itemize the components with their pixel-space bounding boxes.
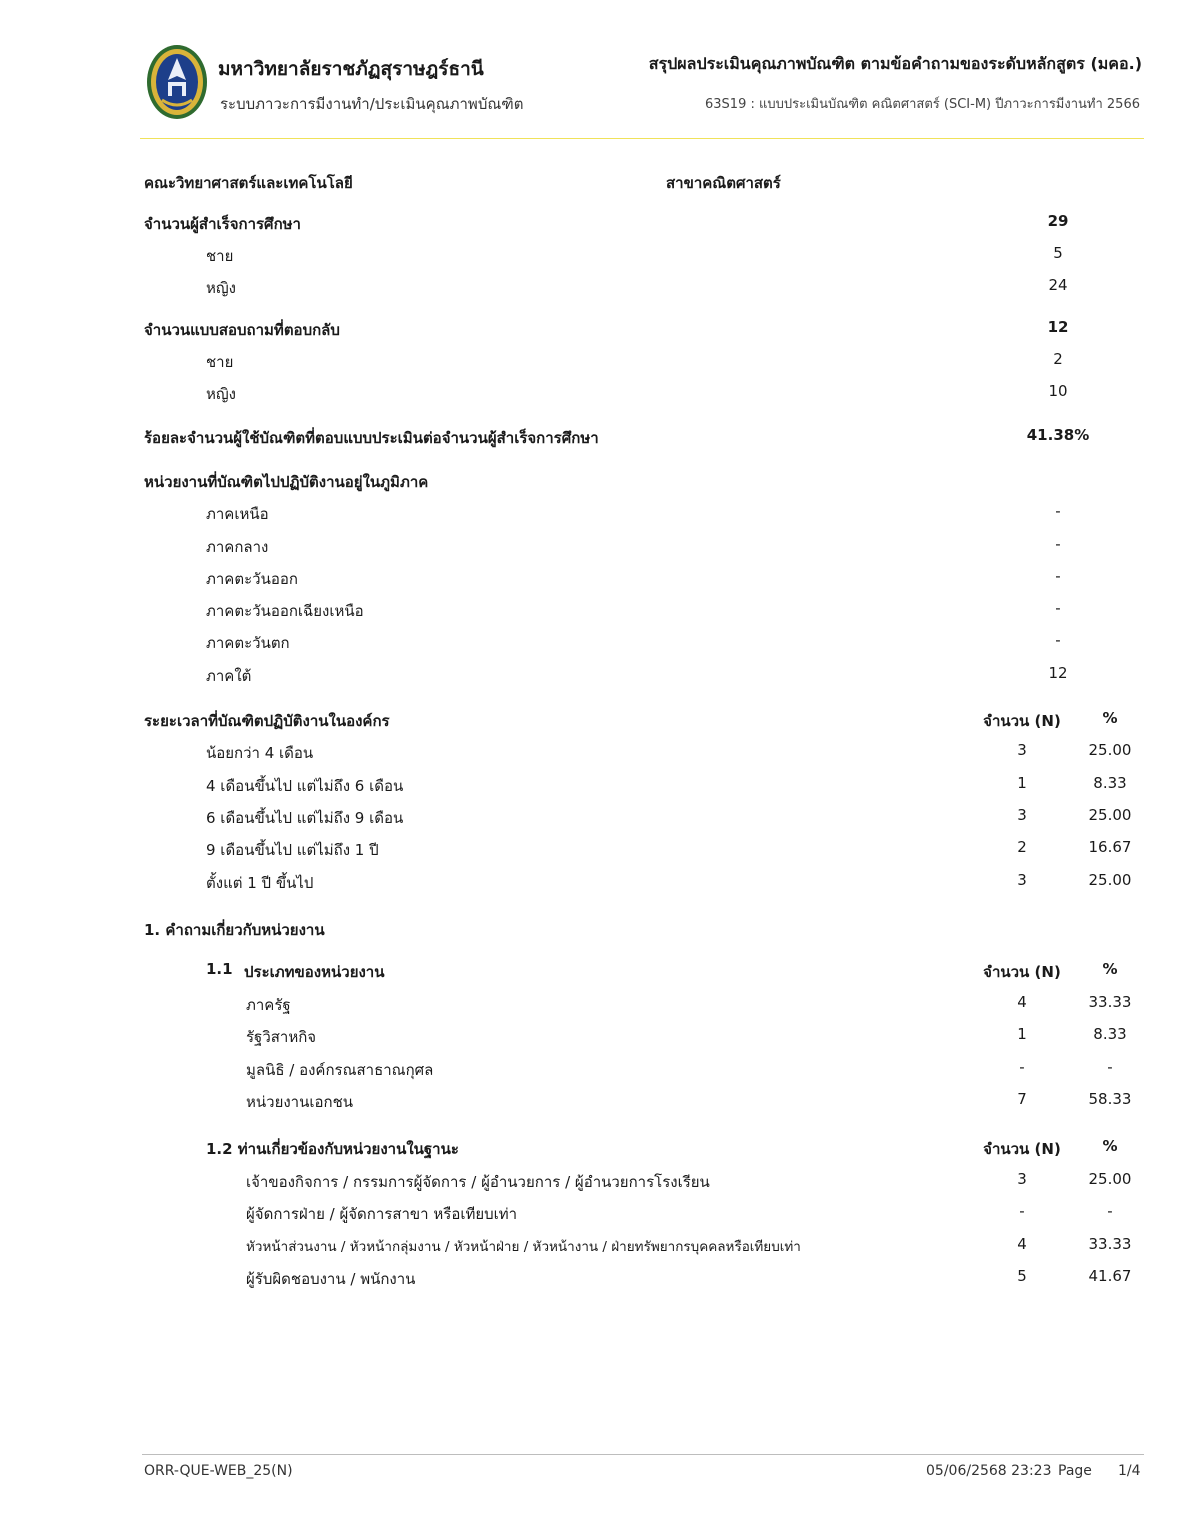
responses-label: จำนวนแบบสอบถามที่ตอบกลับ [144, 321, 340, 339]
q11-row-pct: 33.33 [1088, 993, 1132, 1011]
q11-row-n: 7 [1017, 1090, 1027, 1108]
footer-page-label: Page [1058, 1463, 1092, 1479]
graduates-male-label: ชาย [206, 247, 234, 265]
responses-female: 10 [1048, 382, 1068, 400]
q12-row-pct: 33.33 [1088, 1235, 1132, 1253]
regions-label: หน่วยงานที่บัณฑิตไปปฏิบัติงานอยู่ในภูมิภาค [144, 473, 429, 491]
q11-row-name: มูลนิธิ / องค์กรณสาธาณกุศล [246, 1061, 434, 1079]
graduates-total: 29 [1047, 212, 1069, 230]
q11-row-name: รัฐวิสาหกิจ [246, 1028, 317, 1046]
university-name: มหาวิทยาลัยราชภัฏสุราษฎร์ธานี [218, 58, 484, 80]
graduates-female: 24 [1048, 276, 1068, 294]
q12-row-n: 4 [1017, 1235, 1027, 1253]
q11-row-pct: - [1107, 1058, 1113, 1076]
col-n-header: จำนวน (N) [983, 1140, 1061, 1158]
responses-female-label: หญิง [206, 385, 236, 403]
footer-datetime: 05/06/2568 23:23 [926, 1463, 1052, 1479]
region-value: - [1055, 535, 1061, 553]
report-subtitle: 63S19 : แบบประเมินบัณฑิต คณิตศาสตร์ (SCI-M) ปีภาวะการมีงานทำ 2566 [705, 97, 1140, 112]
col-n-header: จำนวน (N) [983, 963, 1061, 981]
duration-n: 2 [1017, 838, 1027, 856]
region-value: - [1055, 502, 1061, 520]
duration-name: 4 เดือนขึ้นไป แต่ไม่ถึง 6 เดือน [206, 777, 404, 795]
region-name: ภาคตะวันออก [206, 570, 298, 588]
region-name: ภาคตะวันตก [206, 634, 290, 652]
region-name: ภาคใต้ [206, 667, 252, 685]
duration-name: 9 เดือนขึ้นไป แต่ไม่ถึง 1 ปี [206, 841, 379, 859]
q12-row-name: ผู้รับผิดชอบงาน / พนักงาน [246, 1270, 416, 1288]
section1-heading: 1. คำถามเกี่ยวกับหน่วยงาน [144, 921, 325, 939]
q11-row-name: ภาครัฐ [246, 996, 291, 1014]
q12-row-pct: - [1107, 1202, 1113, 1220]
percent-response-label: ร้อยละจำนวนผู้ใช้บัณฑิตที่ตอบแบบประเมินต่อจำนวนผู้สำเร็จการศึกษา [144, 429, 599, 447]
q12-row-n: 3 [1017, 1170, 1027, 1188]
q11-row-n: - [1019, 1058, 1025, 1076]
responses-male: 2 [1053, 350, 1063, 368]
footer-page-number: 1/4 [1118, 1463, 1141, 1479]
q12-row-name: ผู้จัดการฝ่าย / ผู้จัดการสาขา หรือเทียบเท่า [246, 1205, 518, 1223]
duration-n: 3 [1017, 741, 1027, 759]
region-name: ภาคเหนือ [206, 505, 269, 523]
col-pct-header: % [1102, 960, 1118, 978]
col-pct-header: % [1102, 709, 1118, 727]
duration-label: ระยะเวลาที่บัณฑิตปฏิบัติงานในองค์กร [144, 712, 390, 730]
duration-pct: 8.33 [1093, 774, 1127, 792]
q12-row-pct: 41.67 [1088, 1267, 1132, 1285]
duration-pct: 25.00 [1088, 741, 1132, 759]
duration-n: 3 [1017, 806, 1027, 824]
responses-total: 12 [1047, 318, 1069, 336]
duration-name: ตั้งแต่ 1 ปี ขึ้นไป [206, 874, 314, 892]
footer-code: ORR-QUE-WEB_25(N) [144, 1463, 293, 1479]
header-divider [140, 138, 1144, 139]
duration-name: น้อยกว่า 4 เดือน [206, 744, 314, 762]
region-value: - [1055, 631, 1061, 649]
duration-pct: 25.00 [1088, 871, 1132, 889]
q11-row-pct: 8.33 [1093, 1025, 1127, 1043]
q12-heading: 1.2 ท่านเกี่ยวข้องกับหน่วยงานในฐานะ [206, 1140, 459, 1158]
region-value: - [1055, 567, 1061, 585]
col-pct-header: % [1102, 1137, 1118, 1155]
col-n-header: จำนวน (N) [983, 712, 1061, 730]
duration-n: 1 [1017, 774, 1027, 792]
region-name: ภาคกลาง [206, 538, 269, 556]
q12-row-name: หัวหน้าส่วนงาน / หัวหน้ากลุ่มงาน / หัวหน้าฝ่าย / หัวหน้างาน / ฝ่ายทรัพยากรบุคคลหรือเทียบเท่า [246, 1239, 801, 1255]
region-value: - [1055, 599, 1061, 617]
report-title: สรุปผลประเมินคุณภาพบัณฑิต ตามข้อคำถามของระดับหลักสูตร (มคอ.) [648, 54, 1142, 73]
q11-row-n: 4 [1017, 993, 1027, 1011]
responses-male-label: ชาย [206, 353, 234, 371]
graduates-male: 5 [1053, 244, 1063, 262]
faculty-label: คณะวิทยาศาสตร์และเทคโนโลยี [144, 174, 353, 192]
duration-pct: 25.00 [1088, 806, 1132, 824]
region-value: 12 [1048, 664, 1068, 682]
graduates-label: จำนวนผู้สำเร็จการศึกษา [144, 215, 301, 233]
q11-row-name: หน่วยงานเอกชน [246, 1093, 354, 1111]
q11-heading: ประเภทของหน่วยงาน [244, 963, 385, 981]
duration-name: 6 เดือนขึ้นไป แต่ไม่ถึง 9 เดือน [206, 809, 404, 827]
q12-row-name: เจ้าของกิจการ / กรรมการผู้จัดการ / ผู้อำนวยการ / ผู้อำนวยการโรงเรียน [246, 1173, 710, 1191]
percent-response-value: 41.38% [1026, 426, 1090, 444]
duration-n: 3 [1017, 871, 1027, 889]
q11-row-n: 1 [1017, 1025, 1027, 1043]
q12-row-pct: 25.00 [1088, 1170, 1132, 1188]
duration-pct: 16.67 [1088, 838, 1132, 856]
university-logo [146, 44, 208, 120]
system-name: ระบบภาวะการมีงานทำ/ประเมินคุณภาพบัณฑิต [220, 95, 524, 113]
major-label: สาขาคณิตศาสตร์ [666, 174, 781, 192]
footer-divider [142, 1454, 1144, 1455]
region-name: ภาคตะวันออกเฉียงเหนือ [206, 602, 364, 620]
q12-row-n: 5 [1017, 1267, 1027, 1285]
graduates-female-label: หญิง [206, 279, 236, 297]
q12-row-n: - [1019, 1202, 1025, 1220]
q11-row-pct: 58.33 [1088, 1090, 1132, 1108]
q11-number: 1.1 [206, 960, 233, 978]
